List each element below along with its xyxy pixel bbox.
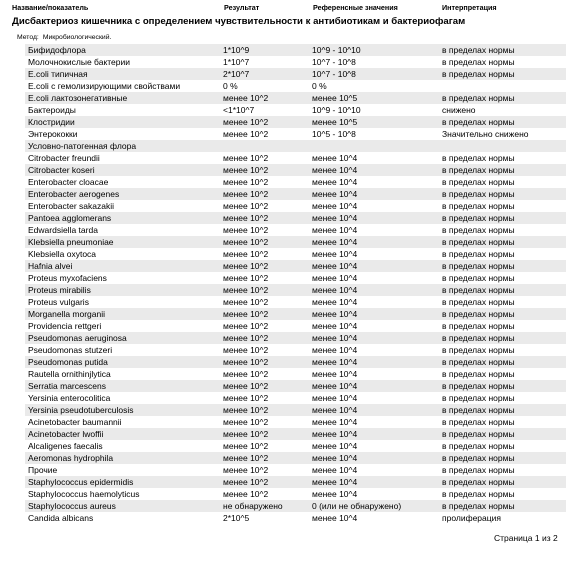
cell-name: Citrobacter freundii [28, 153, 100, 163]
table-row [25, 128, 566, 140]
cell-name: Pseudomonas stutzeri [28, 345, 113, 355]
cell-reference: 0 (или не обнаружено) [312, 501, 402, 511]
cell-interpretation: в пределах нормы [442, 501, 515, 511]
cell-interpretation: в пределах нормы [442, 261, 515, 271]
cell-reference: менее 10^4 [312, 249, 358, 259]
cell-name: Citrobacter koseri [28, 165, 95, 175]
cell-interpretation: в пределах нормы [442, 297, 515, 307]
cell-result: 2*10^7 [223, 69, 250, 79]
table-row [25, 140, 566, 152]
cell-name: Proteus myxofaciens [28, 273, 107, 283]
header-result: Результат [224, 3, 260, 12]
cell-reference: менее 10^4 [312, 321, 358, 331]
table-row [25, 380, 566, 392]
cell-name: Providencia rettgeri [28, 321, 102, 331]
table-row [25, 440, 566, 452]
table-row [25, 404, 566, 416]
table-row [25, 164, 566, 176]
cell-reference: 10^9 - 10^10 [312, 105, 361, 115]
table-row [25, 416, 566, 428]
table-row [25, 320, 566, 332]
page-title: Дисбактериоз кишечника с определением чувствительности к антибиотикам и бактериофагам [12, 16, 466, 27]
table-row [25, 308, 566, 320]
cell-reference: менее 10^4 [312, 297, 358, 307]
cell-reference: менее 10^5 [312, 117, 358, 127]
table-row [25, 260, 566, 272]
header-name: Название/показатель [12, 3, 89, 12]
cell-reference: менее 10^4 [312, 165, 358, 175]
table-row [25, 248, 566, 260]
cell-result: менее 10^2 [223, 357, 269, 367]
table-row [25, 464, 566, 476]
table-row [25, 188, 566, 200]
cell-name: Staphylococcus haemolyticus [28, 489, 140, 499]
cell-result: менее 10^2 [223, 381, 269, 391]
cell-interpretation: в пределах нормы [442, 321, 515, 331]
cell-result: менее 10^2 [223, 393, 269, 403]
cell-reference: менее 10^4 [312, 201, 358, 211]
cell-name: Pseudomonas putida [28, 357, 108, 367]
cell-result: менее 10^2 [223, 93, 269, 103]
table-row [25, 392, 566, 404]
cell-name: Клостридии [28, 117, 75, 127]
table-row [25, 428, 566, 440]
table-row [25, 452, 566, 464]
cell-result: менее 10^2 [223, 237, 269, 247]
cell-name: Enterobacter aerogenes [28, 189, 120, 199]
cell-result: менее 10^2 [223, 321, 269, 331]
table-header [12, 3, 577, 13]
cell-name: Candida albicans [28, 513, 94, 523]
table-row [25, 200, 566, 212]
cell-name: Proteus mirabilis [28, 285, 91, 295]
cell-name: Klebsiella oxytoca [28, 249, 97, 259]
cell-name: Staphylococcus aureus [28, 501, 116, 511]
cell-name: Enterobacter cloacae [28, 177, 109, 187]
cell-reference: менее 10^4 [312, 285, 358, 295]
table-row [25, 116, 566, 128]
cell-reference: менее 10^4 [312, 153, 358, 163]
cell-interpretation: в пределах нормы [442, 117, 515, 127]
method-line [17, 34, 111, 41]
cell-interpretation: в пределах нормы [442, 405, 515, 415]
cell-interpretation: в пределах нормы [442, 273, 515, 283]
cell-interpretation: в пределах нормы [442, 249, 515, 259]
cell-result: менее 10^2 [223, 309, 269, 319]
cell-name: Энтерококки [28, 129, 78, 139]
header-interpretation: Интерпретация [442, 3, 497, 12]
cell-interpretation: в пределах нормы [442, 465, 515, 475]
table-row [25, 332, 566, 344]
cell-interpretation: в пределах нормы [442, 189, 515, 199]
cell-result: менее 10^2 [223, 429, 269, 439]
cell-result: менее 10^2 [223, 453, 269, 463]
cell-result: менее 10^2 [223, 273, 269, 283]
page-number: Страница 1 из 2 [494, 533, 558, 543]
cell-reference: менее 10^4 [312, 441, 358, 451]
cell-interpretation: в пределах нормы [442, 201, 515, 211]
cell-reference: 0 % [312, 81, 327, 91]
cell-name: Прочие [28, 465, 58, 475]
cell-result: менее 10^2 [223, 345, 269, 355]
results-table [25, 44, 566, 524]
method-value: Микробиологический. [42, 34, 112, 41]
method-label: Метод: [17, 34, 39, 41]
table-row [25, 104, 566, 116]
cell-interpretation: в пределах нормы [442, 441, 515, 451]
cell-name: Klebsiella pneumoniae [28, 237, 114, 247]
cell-result: 1*10^9 [223, 45, 250, 55]
cell-interpretation: в пределах нормы [442, 393, 515, 403]
cell-interpretation: в пределах нормы [442, 45, 515, 55]
cell-result: менее 10^2 [223, 477, 269, 487]
cell-reference: менее 10^4 [312, 273, 358, 283]
cell-name: Yersinia pseudotuberculosis [28, 405, 134, 415]
cell-reference: менее 10^4 [312, 189, 358, 199]
cell-result: менее 10^2 [223, 189, 269, 199]
cell-interpretation: в пределах нормы [442, 177, 515, 187]
table-row [25, 500, 566, 512]
cell-reference: менее 10^4 [312, 477, 358, 487]
cell-interpretation: в пределах нормы [442, 453, 515, 463]
table-row [25, 212, 566, 224]
cell-reference: менее 10^4 [312, 333, 358, 343]
cell-interpretation: в пределах нормы [442, 225, 515, 235]
cell-reference: менее 10^4 [312, 177, 358, 187]
table-row [25, 44, 566, 56]
cell-name: E.coli с гемолизирующими свойствами [28, 81, 181, 91]
cell-interpretation: в пределах нормы [442, 153, 515, 163]
cell-result: менее 10^2 [223, 177, 269, 187]
cell-result: менее 10^2 [223, 117, 269, 127]
cell-name: Enterobacter sakazakii [28, 201, 114, 211]
cell-reference: менее 10^4 [312, 405, 358, 415]
cell-name: Acinetobacter baumannii [28, 417, 122, 427]
cell-result: менее 10^2 [223, 213, 269, 223]
cell-reference: менее 10^4 [312, 429, 358, 439]
cell-reference: менее 10^4 [312, 369, 358, 379]
cell-name: Hafnia alvei [28, 261, 73, 271]
cell-name: Proteus vulgaris [28, 297, 89, 307]
cell-reference: менее 10^5 [312, 93, 358, 103]
cell-reference: менее 10^4 [312, 225, 358, 235]
cell-name: Pantoea agglomerans [28, 213, 112, 223]
cell-reference: менее 10^4 [312, 489, 358, 499]
cell-name: Молочнокислые бактерии [28, 57, 130, 67]
cell-interpretation: снижено [442, 105, 476, 115]
cell-name: Alcaligenes faecalis [28, 441, 103, 451]
table-row [25, 272, 566, 284]
cell-interpretation: в пределах нормы [442, 69, 515, 79]
table-row [25, 368, 566, 380]
cell-reference: менее 10^4 [312, 381, 358, 391]
cell-interpretation: в пределах нормы [442, 237, 515, 247]
cell-result: менее 10^2 [223, 441, 269, 451]
cell-interpretation: в пределах нормы [442, 285, 515, 295]
cell-name: Edwardsiella tarda [28, 225, 98, 235]
cell-reference: менее 10^4 [312, 261, 358, 271]
cell-result: менее 10^2 [223, 333, 269, 343]
cell-result: менее 10^2 [223, 225, 269, 235]
cell-reference: менее 10^4 [312, 393, 358, 403]
cell-reference: 10^7 - 10^8 [312, 69, 356, 79]
table-row [25, 68, 566, 80]
cell-result: менее 10^2 [223, 153, 269, 163]
cell-reference: 10^5 - 10^8 [312, 129, 356, 139]
cell-name: Yersinia enterocolitica [28, 393, 111, 403]
cell-name: Pseudomonas aeruginosa [28, 333, 127, 343]
table-row [25, 488, 566, 500]
cell-interpretation: Значительно снижено [442, 129, 529, 139]
cell-reference: менее 10^4 [312, 213, 358, 223]
cell-reference: менее 10^4 [312, 465, 358, 475]
cell-result: менее 10^2 [223, 405, 269, 415]
cell-name: E.coli типичная [28, 69, 88, 79]
cell-name: Бифидофлора [28, 45, 86, 55]
cell-name: Morganella morganii [28, 309, 106, 319]
table-row [25, 80, 566, 92]
table-row [25, 56, 566, 68]
cell-reference: менее 10^4 [312, 357, 358, 367]
cell-interpretation: пролиферация [442, 513, 501, 523]
cell-name: Rautella ornithinjlytica [28, 369, 111, 379]
cell-reference: 10^7 - 10^8 [312, 57, 356, 67]
cell-reference: менее 10^4 [312, 309, 358, 319]
cell-result: менее 10^2 [223, 165, 269, 175]
table-row [25, 224, 566, 236]
table-row [25, 152, 566, 164]
cell-result: 1*10^7 [223, 57, 250, 67]
cell-interpretation: в пределах нормы [442, 429, 515, 439]
cell-reference: 10^9 - 10^10 [312, 45, 361, 55]
cell-interpretation: в пределах нормы [442, 165, 515, 175]
cell-result: менее 10^2 [223, 465, 269, 475]
cell-name: E.coli лактозонегативные [28, 93, 128, 103]
cell-result: 2*10^5 [223, 513, 250, 523]
cell-interpretation: в пределах нормы [442, 309, 515, 319]
table-row [25, 284, 566, 296]
cell-interpretation: в пределах нормы [442, 345, 515, 355]
cell-name: Условно-патогенная флора [28, 141, 137, 151]
cell-interpretation: в пределах нормы [442, 489, 515, 499]
table-row [25, 176, 566, 188]
cell-result: менее 10^2 [223, 297, 269, 307]
cell-interpretation: в пределах нормы [442, 477, 515, 487]
cell-reference: менее 10^4 [312, 513, 358, 523]
cell-result: не обнаружено [223, 501, 283, 511]
cell-result: менее 10^2 [223, 489, 269, 499]
table-row [25, 356, 566, 368]
cell-reference: менее 10^4 [312, 237, 358, 247]
table-row [25, 236, 566, 248]
cell-result: менее 10^2 [223, 369, 269, 379]
cell-name: Acinetobacter lwoffii [28, 429, 104, 439]
cell-interpretation: в пределах нормы [442, 417, 515, 427]
cell-interpretation: в пределах нормы [442, 357, 515, 367]
table-row [25, 344, 566, 356]
cell-result: 0 % [223, 81, 238, 91]
cell-result: менее 10^2 [223, 201, 269, 211]
table-row [25, 512, 566, 524]
cell-reference: менее 10^4 [312, 417, 358, 427]
header-reference: Референсные значения [313, 3, 398, 12]
cell-result: менее 10^2 [223, 285, 269, 295]
cell-result: <1*10^7 [223, 105, 255, 115]
cell-interpretation: в пределах нормы [442, 369, 515, 379]
cell-interpretation: в пределах нормы [442, 57, 515, 67]
cell-result: менее 10^2 [223, 249, 269, 259]
cell-interpretation: в пределах нормы [442, 333, 515, 343]
cell-interpretation: в пределах нормы [442, 381, 515, 391]
cell-reference: менее 10^4 [312, 345, 358, 355]
cell-interpretation: в пределах нормы [442, 93, 515, 103]
cell-reference: менее 10^4 [312, 453, 358, 463]
cell-result: менее 10^2 [223, 129, 269, 139]
table-row [25, 296, 566, 308]
cell-name: Aeromonas hydrophila [28, 453, 114, 463]
cell-name: Serratia marcescens [28, 381, 106, 391]
cell-interpretation: в пределах нормы [442, 213, 515, 223]
cell-result: менее 10^2 [223, 261, 269, 271]
cell-result: менее 10^2 [223, 417, 269, 427]
table-row [25, 92, 566, 104]
cell-name: Бактероиды [28, 105, 76, 115]
table-row [25, 476, 566, 488]
cell-name: Staphylococcus epidermidis [28, 477, 134, 487]
